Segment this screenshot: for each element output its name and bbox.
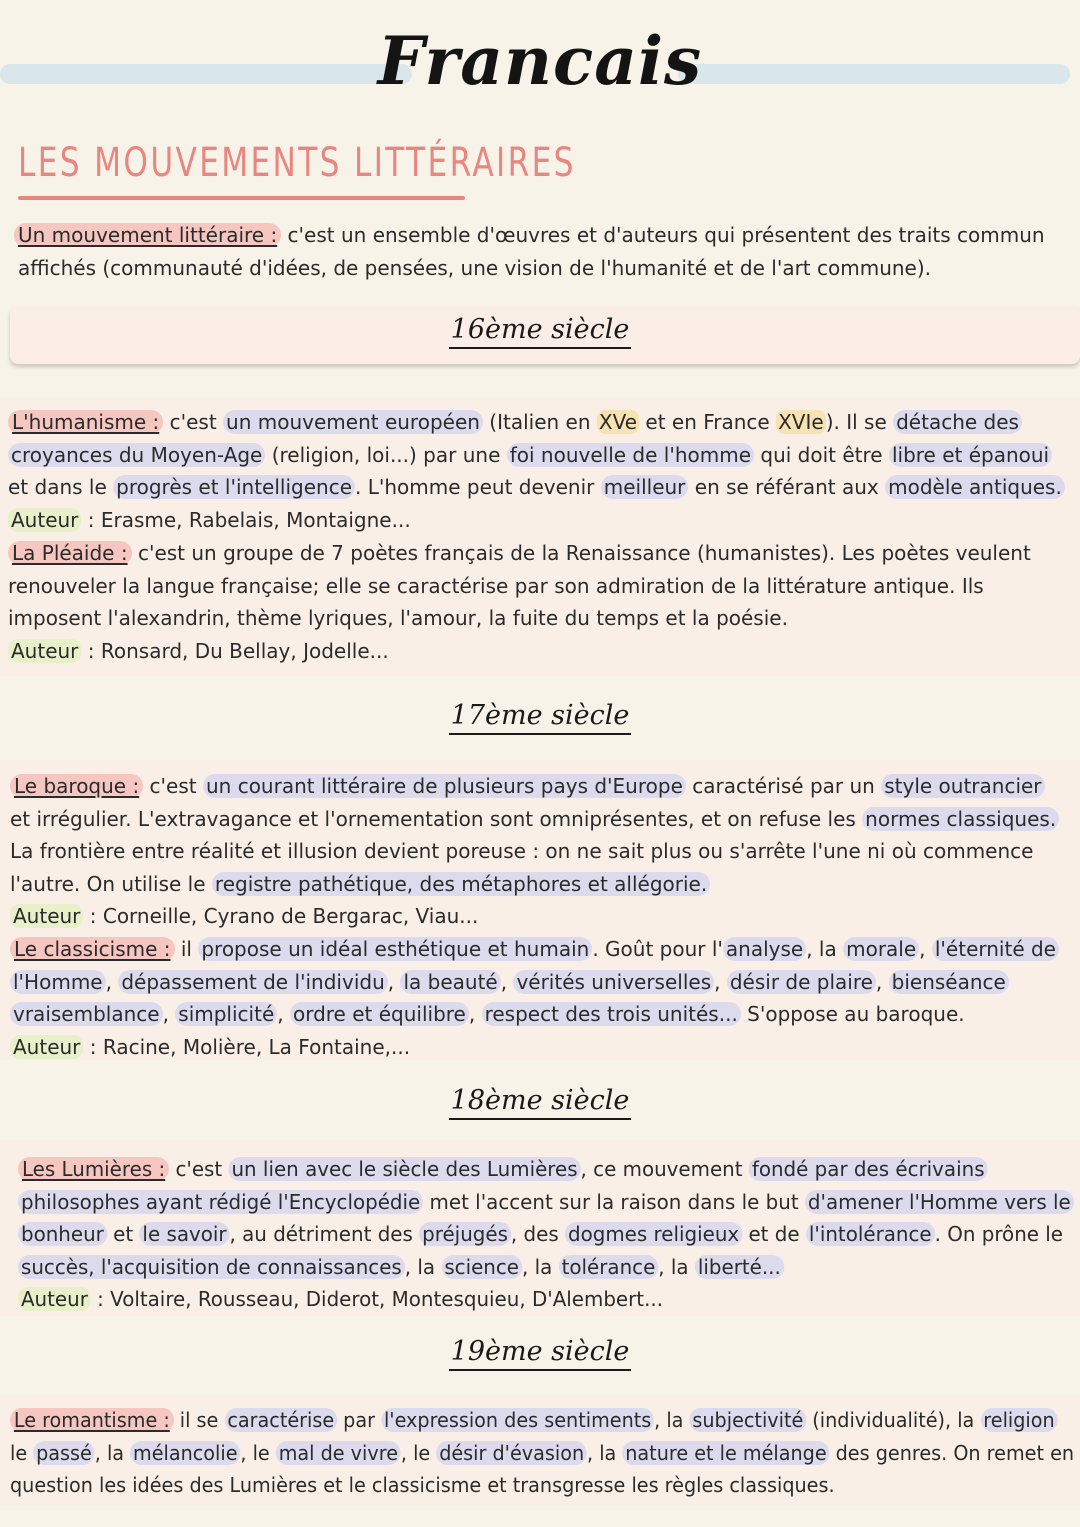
classicisme-paragraph: Le classicisme : il propose un idéal esthétique et humain . Goût pour l' analyse , la morale , l'éternité de l'Homme , dépassement de l'individu , la beauté , vérités universelles , désir de plaire , bienséance vraisemblance , simplicité , ordre et équilibre , respect des trois unités... S'oppose au baroque. Auteur : Racine, Molière, La Fontaine,...: [10, 933, 1059, 1063]
lumieres-auteur-label: Auteur: [18, 1287, 91, 1311]
definition-paragraph: Un mouvement littéraire : c'est un ensemble d'œuvres et d'auteurs qui présentent des traits commun affichés (communauté d'idées, de pensées, une vision de l'humanité et de l'art commune).: [14, 219, 1045, 284]
subtitle-underline: [18, 196, 465, 200]
baroque-term: Le baroque :: [10, 774, 143, 798]
page-title: Francais: [377, 22, 703, 100]
century-18-heading: 18ème siècle: [0, 1085, 1080, 1116]
century-19-heading: 19ème siècle: [0, 1336, 1080, 1367]
section-subtitle: LES MOUVEMENTS LITTÉRAIRES: [18, 140, 576, 186]
pleiade-paragraph: La Pléaide : c'est un groupe de 7 poètes français de la Renaissance (humanistes). Les poètes veulent renouveler la langue française; elle se caractérise par son admiration de la littérature antique. Ils imposent l'alexandrin, thème lyriques, l'amour, la fuite du temps et la poésie. Auteur : Ronsard, Du Bellay, Jodelle...: [8, 541, 1031, 663]
humanisme-paragraph: L'humanisme : c'est un mouvement européen (Italien en XVe et en France XVIe ). Il se détache des croyances du Moyen-Age (religion, loi...) par une foi nouvelle de l'homme qui doit être libre et épanoui et dans le progrès et l'intelligence . L'homme peut devenir meilleur en se référant aux modèle antiques. Auteur : Erasme, Rabelais, Montaigne...: [8, 406, 1065, 536]
century-16-heading: 16ème siècle: [0, 314, 1080, 345]
baroque-paragraph: Le baroque : c'est un courant littéraire de plusieurs pays d'Europe caractérisé par un style outrancier et irrégulier. L'extravagance et l'ornementation sont omniprésentes, et on refuse les normes classiques. La frontière entre réalité et illusion devient poreuse : on ne sait plus ou s'arrête l'une ni où commence l'autre. On utilise le registre pathétique, des métaphores et allégorie. Auteur : Corneille, Cyrano de Bergarac, Viau...: [10, 770, 1059, 933]
pleiade-term: La Pléaide :: [8, 541, 132, 565]
humanisme-term: L'humanisme :: [8, 410, 163, 434]
definition-term: Un mouvement littéraire :: [14, 223, 281, 247]
lumieres-term: Les Lumières :: [18, 1157, 169, 1181]
classicisme-term: Le classicisme :: [10, 937, 175, 961]
century-17-heading: 17ème siècle: [0, 700, 1080, 731]
lumieres-paragraph: Les Lumières : c'est un lien avec le siècle des Lumières , ce mouvement fondé par des écrivains philosophes ayant rédigé l'Encyclopédie met l'accent sur la raison dans le but d'amener l'Homme vers le bonheur et le savoir , au détriment des préjugés , des dogmes religieux et de l'intolérance . On prône le succès, l'acquisition de connaissances , la science , la tolérance , la liberté... Auteur : Voltaire, Rousseau, Diderot, Montesquieu, D'Alembert...: [18, 1153, 1080, 1316]
pleiade-auteur-label: Auteur: [8, 639, 81, 663]
humanisme-auteur-label: Auteur: [8, 508, 81, 532]
romantisme-paragraph: Le romantisme : il se caractérise par l'expression des sentiments , la subjectivité (individualité), la religion le passé , la mélancolie , le mal de vivre , le désir d'évasion , la nature et le mélange des genres. On remet en question les idées des Lumières et le classicisme et transgresse les règles classiques.: [10, 1408, 1075, 1498]
classicisme-auteur-label: Auteur: [10, 1035, 83, 1059]
baroque-auteur-label: Auteur: [10, 904, 83, 928]
romantisme-term: Le romantisme :: [10, 1408, 174, 1432]
